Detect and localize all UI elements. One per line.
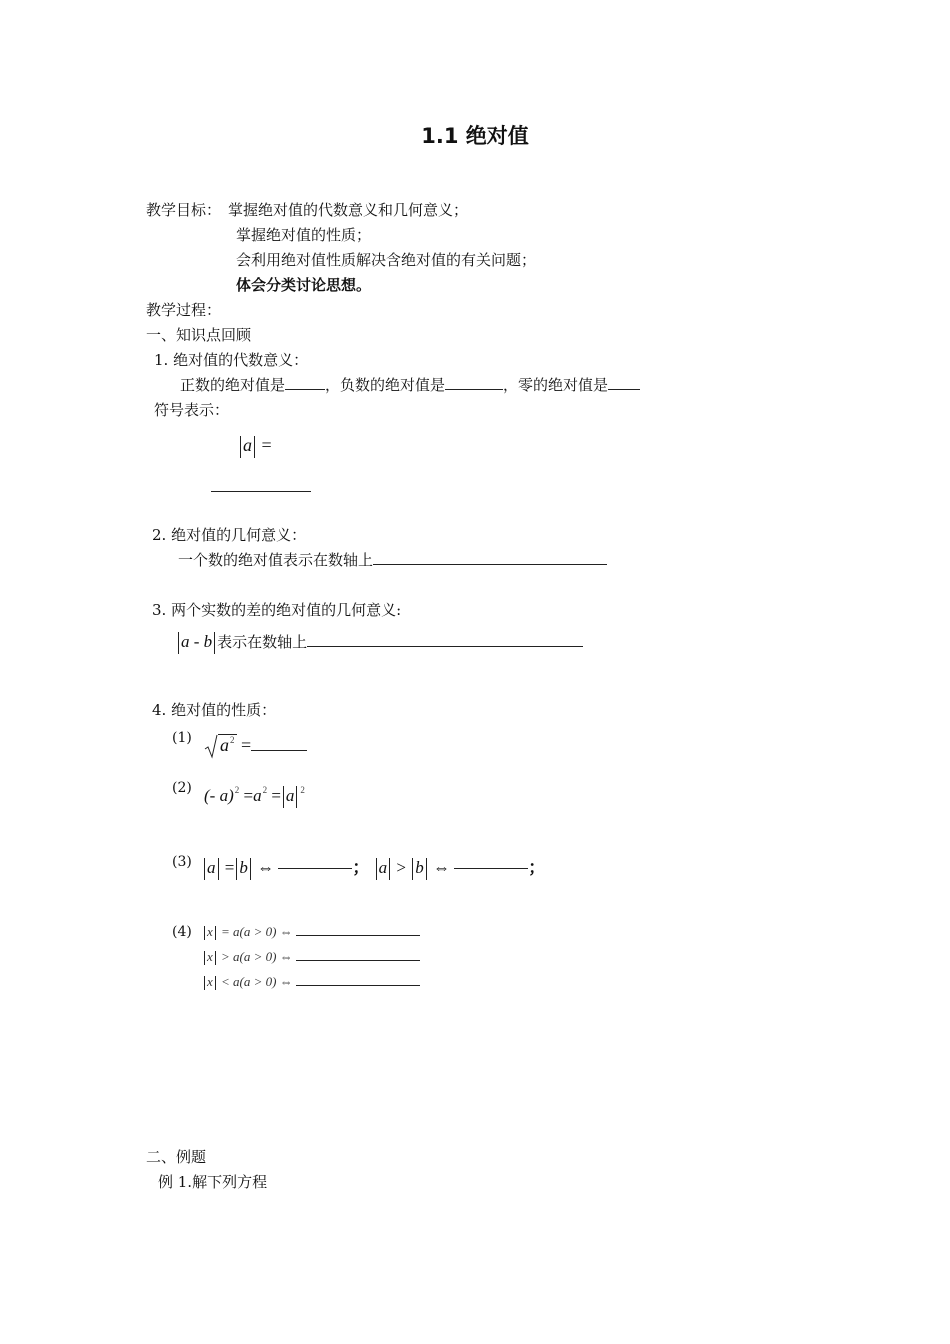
property-4-row-3 xyxy=(202,975,420,990)
item-2-heading: 2. 绝对值的几何意义： xyxy=(152,526,307,544)
p2-eq-1: = xyxy=(243,786,254,805)
p4-x-1: x xyxy=(207,924,213,939)
property-4-blank-2[interactable] xyxy=(296,960,420,961)
item-1-text-positive: 正数的绝对值是 xyxy=(180,376,286,394)
p3-gt: > xyxy=(396,857,406,877)
p1-eq: = xyxy=(241,735,252,756)
property-2-label: (2) xyxy=(172,780,192,796)
property-1-formula xyxy=(204,734,307,760)
abs-bar-right xyxy=(215,951,216,965)
item-4-heading: 4. 绝对值的性质： xyxy=(152,701,277,719)
symbol-label: 符号表示： xyxy=(154,401,230,419)
abs-bar-right xyxy=(214,632,215,654)
property-4-blank-3[interactable] xyxy=(296,985,420,986)
item-2-blank[interactable] xyxy=(373,564,607,565)
p3-a-2: a xyxy=(378,857,388,877)
item-3-text: 表示在数轴上 xyxy=(217,632,308,651)
page-title: 1.1 绝对值 xyxy=(421,124,529,148)
item-1-heading: 1. 绝对值的代数意义： xyxy=(154,351,309,369)
goal-line-2: 掌握绝对值的性质； xyxy=(236,226,372,244)
p3-semicolon-2: ； xyxy=(528,857,546,877)
property-2-formula xyxy=(204,786,305,808)
item-1-blanks-line xyxy=(180,378,640,393)
p3-b-1: b xyxy=(239,857,248,877)
abs-bar-left xyxy=(204,951,205,965)
p1-exp: 2 xyxy=(230,735,235,746)
property-4-row-1 xyxy=(202,925,420,940)
abs-bar-right xyxy=(250,858,251,880)
abs-diff-expr xyxy=(176,632,217,651)
item-1-text-zero: ，零的绝对值是 xyxy=(503,376,609,394)
abs-bar-left xyxy=(240,436,241,458)
section-1-heading: 一、知识点回顾 xyxy=(146,326,252,344)
p3-b-2: b xyxy=(415,857,424,877)
expr-b: b xyxy=(203,631,213,651)
abs-bar-left xyxy=(204,926,205,940)
abs-a-formula xyxy=(238,436,272,458)
property-4-label: (4) xyxy=(172,924,192,940)
blank-positive[interactable] xyxy=(285,389,325,390)
p4-x-2: x xyxy=(207,949,213,964)
abs-bar-left xyxy=(178,632,179,654)
abs-bar-left xyxy=(283,786,284,808)
goal-line-1: 掌握绝对值的代数意义和几何意义； xyxy=(228,201,469,219)
abs-bar-right xyxy=(426,858,427,880)
goal-line-4: 体会分类讨论思想。 xyxy=(236,276,372,294)
abs-bar-left xyxy=(376,858,377,880)
sqrt-icon xyxy=(204,734,218,760)
process-label: 教学过程： xyxy=(146,301,222,319)
abs-bar-left xyxy=(412,858,413,880)
abs-bar-right xyxy=(389,858,390,880)
property-3-blank-1[interactable] xyxy=(278,868,352,869)
p3-a-1: a xyxy=(207,857,216,877)
property-4-row-2 xyxy=(202,950,420,965)
abs-bar-left xyxy=(236,858,237,880)
item-3-blank[interactable] xyxy=(307,646,583,647)
p2-var-1: a xyxy=(253,786,262,805)
p3-eq: = xyxy=(224,857,235,877)
goals-label: 教学目标： xyxy=(146,201,222,219)
iff-icon: ⇔ xyxy=(432,857,450,877)
p2-exp-3: 2 xyxy=(300,785,305,795)
iff-icon: ⇔ xyxy=(257,857,275,877)
blank-negative[interactable] xyxy=(445,389,503,390)
abs-eq: = xyxy=(261,435,272,456)
property-3-label: (3) xyxy=(172,854,192,870)
abs-bar-left xyxy=(204,858,205,880)
p4-rel-1: = a(a > 0) ⇔ xyxy=(221,924,293,939)
property-3-formula xyxy=(202,858,545,880)
p2-eq-2: = xyxy=(271,786,281,805)
example-1-heading: 例 1.解下列方程 xyxy=(158,1173,268,1191)
property-1-blank[interactable] xyxy=(251,750,307,751)
abs-bar-right xyxy=(215,976,216,990)
property-1-label: (1) xyxy=(172,730,192,746)
item-2-line xyxy=(178,553,607,568)
blank-zero[interactable] xyxy=(608,389,640,390)
p2-exp-2: 2 xyxy=(262,785,268,795)
p4-rel-2: > a(a > 0) ⇔ xyxy=(221,949,293,964)
expr-a: a xyxy=(181,631,190,651)
p2-var-2: a xyxy=(285,786,295,805)
radicand xyxy=(218,734,237,755)
goal-line-3: 会利用绝对值性质解决含绝对值的有关问题； xyxy=(236,251,537,269)
p3-semicolon-1: ； xyxy=(352,857,370,877)
p2-lhs: (- a) xyxy=(204,786,234,805)
abs-bar-right xyxy=(218,858,219,880)
abs-bar-left xyxy=(204,976,205,990)
item-3-heading: 3. 两个实数的差的绝对值的几何意义: xyxy=(152,601,402,619)
item-3-line xyxy=(176,632,583,654)
answer-blank-line[interactable] xyxy=(211,491,311,492)
abs-var: a xyxy=(243,435,252,456)
abs-bar-right xyxy=(254,436,255,458)
p4-x-3: x xyxy=(207,974,213,989)
section-2-heading: 二、例题 xyxy=(146,1148,207,1166)
p4-rel-3: < a(a > 0) ⇔ xyxy=(221,974,293,989)
abs-bar-right xyxy=(296,786,297,808)
expr-minus: - xyxy=(193,631,200,651)
property-3-blank-2[interactable] xyxy=(454,868,528,869)
property-4-blank-1[interactable] xyxy=(296,935,420,936)
abs-bar-right xyxy=(215,926,216,940)
item-2-text: 一个数的绝对值表示在数轴上 xyxy=(178,551,374,569)
p1-var: a xyxy=(220,735,229,756)
item-1-text-negative: ，负数的绝对值是 xyxy=(325,376,446,394)
p2-exp-1: 2 xyxy=(234,785,240,795)
